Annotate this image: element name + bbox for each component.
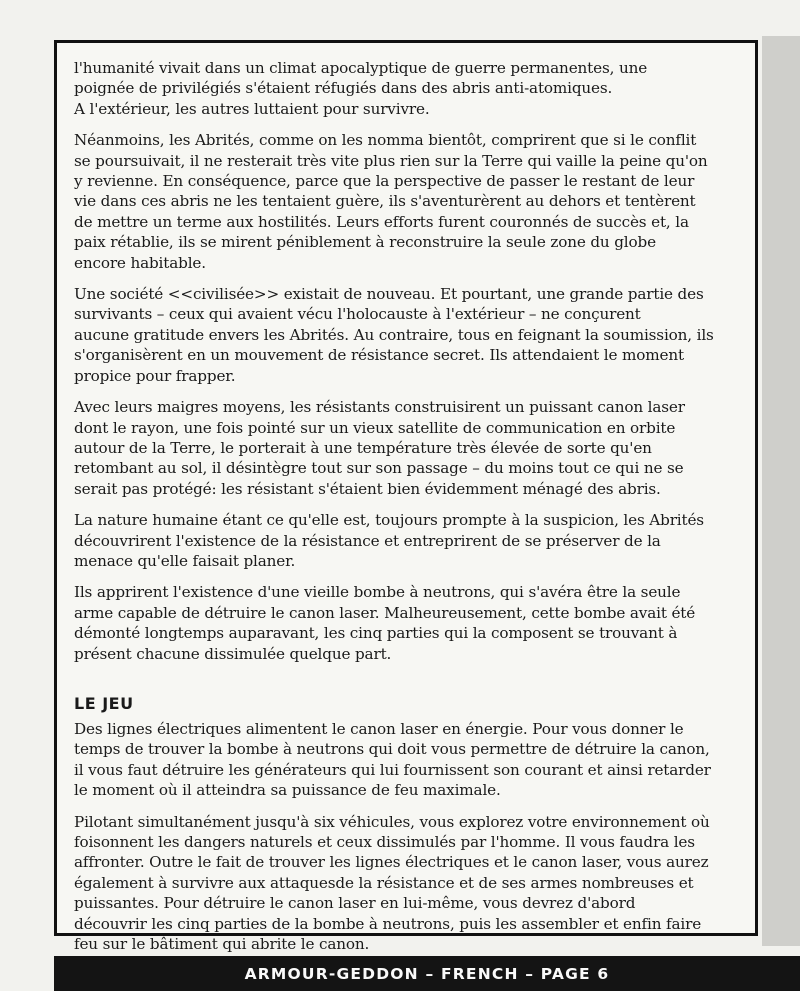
paragraph-intro: l'humanité vivait dans un climat apocalyptique de guerre permanentes, une poignée de privilégiés s'étaient réfugiés dans des abris anti-atomiques. A l'extérieur, les autres luttaient pour survivre. [74, 59, 648, 118]
paragraph-societe: Une société <<civilisée>> existait de nouveau. Et pourtant, une grande partie des survivants – ceux qui avaient vécu l'holocauste à l'extérieur – ne conçurent aucune gratitude envers les Abrités. Au contraire, tous en feignant la soumission, ils s'organisèrent en un mouvement de résistance secret. Ils attendaient le moment propice pour frapper. [74, 285, 714, 385]
paragraph-lignes: Des lignes électriques alimentent le canon laser en énergie. Pour vous donner le temps de trouver la bombe à neutrons qui doit vous permettre de détruire la canon, il vous faut détruire les générateurs qui lui fournissent son courant et ainsi retarder le moment où il atteindra sa puissance de feu maximale. [74, 719, 711, 800]
page-content [74, 58, 742, 965]
page-footer: ARMOUR-GEDDON – FRENCH – PAGE 6 [54, 956, 800, 991]
paragraph-canon: Avec leurs maigres moyens, les résistants construisirent un puissant canon laser dont le rayon, une fois pointé sur un vieux satellite de communication en orbite autour de la Terre, le porterait à une température très élevée de sorte qu'en retombant au sol, il désintègre tout sur son passage – du moins tout ce qui ne se serait pas protégé: les résistant s'étaient bien évidemment ménagé des abris. [74, 398, 685, 498]
paragraph-bombe: Ils apprirent l'existence d'une vieille bombe à neutrons, qui s'avéra être la seule arme capable de détruire le canon laser. Malheureusement, cette bombe avait été démonté longtemps auparavant, les cinq parties qui la composent se trouvant à présent chacune dissimulée quelque part. [74, 583, 696, 663]
paragraph-abrites: Néanmoins, les Abrités, comme on les nomma bientôt, comprirent que si le conflit se poursuivait, il ne resterait très vite plus rien sur la Terre qui vaille la peine qu'on y revienne. En conséquence, parce que la perspective de passer le restant de leur vie dans ces abris ne les tentaient guère, ils s'aventurèrent au dehors et tentèrent de mettre un terme aux hostilités. Leurs efforts furent couronnés de succès et, la paix rétablie, ils se mirent péniblement à reconstruire la seule zone du globe encore habitable. [74, 131, 708, 272]
paragraph-pilotant: Pilotant simultanément jusqu'à six véhicules, vous explorez votre environnement où foisonnent les dangers naturels et ceux dissimulés par l'homme. Il vous faudra les affronter. Outre le fait de trouver les lignes électriques et le canon laser, vous aurez également à survivre aux attaquesde la résistance et de ses armes nombreuses et puissantes. Pour détruire le canon laser en lui-même, vous devrez d'abord découvrir les cinq parties de la bombe à neutrons, puis les assembler et enfin faire feu sur le bâtiment qui abrite le canon. [74, 812, 710, 954]
page-edge-strip [762, 36, 800, 946]
section-heading: LE JEU [74, 693, 134, 713]
paragraph-nature: La nature humaine étant ce qu'elle est, toujours prompte à la suspicion, les Abrités découvrirent l'existence de la résistance et entreprirent de se préserver de la menace qu'elle faisait planer. [74, 511, 704, 570]
